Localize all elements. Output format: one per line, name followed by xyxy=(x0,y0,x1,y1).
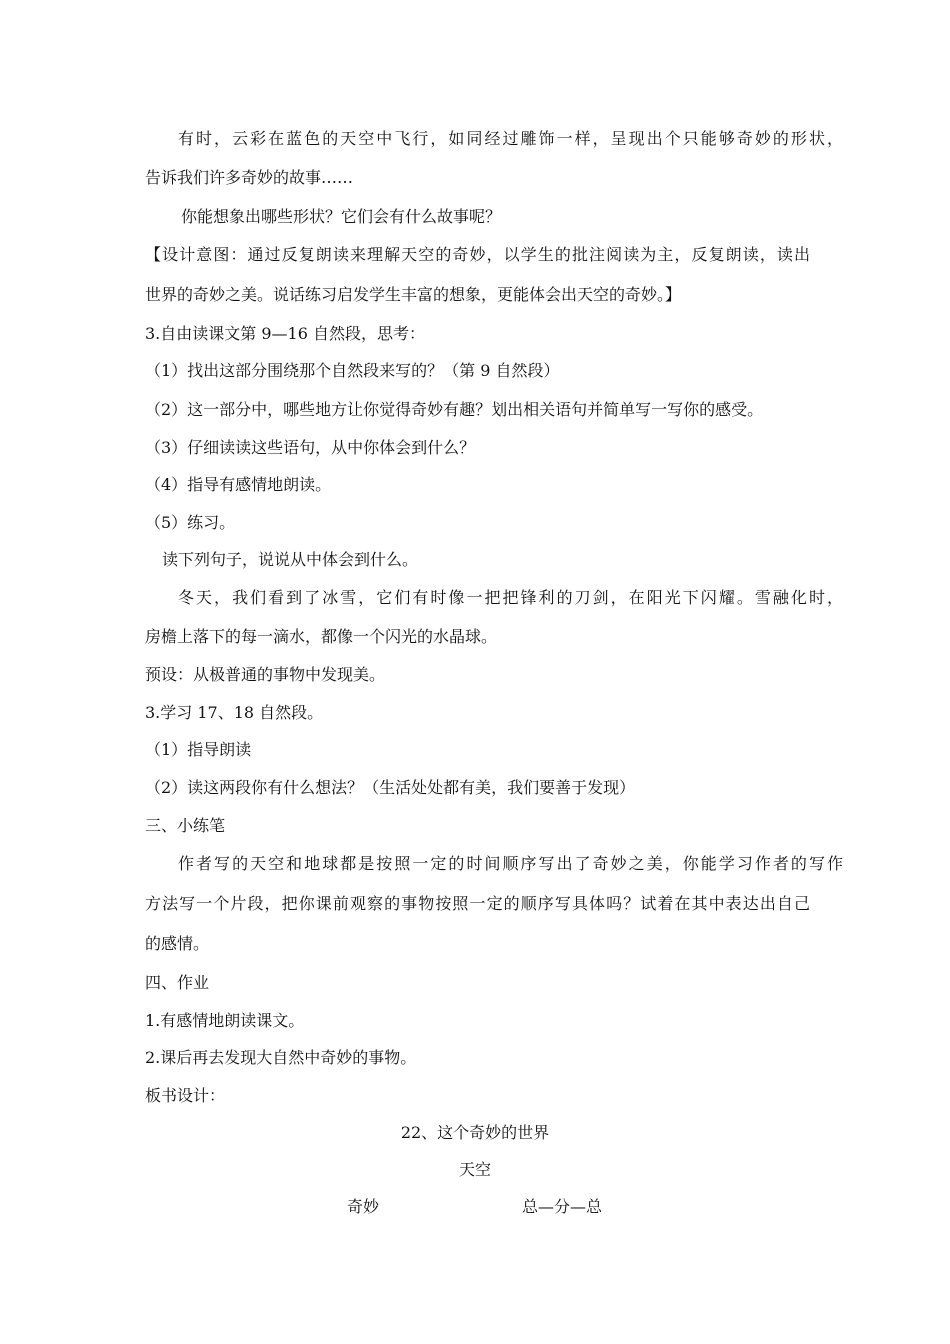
section-4-heading: 四、作业 xyxy=(145,973,210,992)
winter-sentence-line1: 冬天，我们看到了冰雪，它们有时像一把把锋利的刀剑，在阳光下闪耀。雪融化时， xyxy=(178,588,843,607)
winter-sentence-line2: 房檐上落下的每一滴水，都像一个闪光的水晶球。 xyxy=(145,627,498,646)
question-5: （5）练习。 xyxy=(145,513,236,532)
read-instruction: 读下列句子，说说从中体会到什么。 xyxy=(162,550,419,569)
homework-2: 2.课后再去发现大自然中奇妙的事物。 xyxy=(145,1048,417,1067)
preset-answer: 预设：从极普通的事物中发现美。 xyxy=(145,665,386,684)
board-left-label: 奇妙 xyxy=(347,1197,380,1216)
paragraph-clouds-line2: 告诉我们许多奇妙的故事…… xyxy=(145,168,354,187)
board-title: 22、这个奇妙的世界 xyxy=(400,1123,550,1142)
board-structure-label: 总—分—总 xyxy=(522,1197,603,1216)
paragraph-clouds-line1: 有时，云彩在蓝色的天空中飞行，如同经过雕饰一样，呈现出个只能够奇妙的形状， xyxy=(178,129,843,148)
board-design-label: 板书设计： xyxy=(145,1086,226,1105)
section-3-heading: 三、小练笔 xyxy=(145,816,226,835)
design-intent-line1: 【设计意图：通过反复朗读来理解天空的奇妙，以学生的批注阅读为主，反复朗读，读出 xyxy=(145,245,810,264)
design-intent-line2: 世界的奇妙之美。说话练习启发学生丰富的想象，更能体会出天空的奇妙。】 xyxy=(145,285,682,304)
writing-task-line1: 作者写的天空和地球都是按照一定的时间顺序写出了奇妙之美，你能学习作者的写作 xyxy=(178,854,843,873)
question-3: （3）仔细读读这些语句，从中你体会到什么？ xyxy=(145,438,476,457)
board-sky: 天空 xyxy=(458,1160,491,1179)
step-3b-heading: 3.学习 17、18 自然段。 xyxy=(145,703,324,722)
question-imagine: 你能想象出哪些形状？它们会有什么故事呢？ xyxy=(181,207,502,226)
reading-item-1: （1）指导朗读 xyxy=(145,740,252,759)
reading-item-2: （2）读这两段你有什么想法？（生活处处都有美，我们要善于发现） xyxy=(145,778,636,797)
question-2: （2）这一部分中，哪些地方让你觉得奇妙有趣？划出相关语句并简单写一写你的感受。 xyxy=(145,400,764,419)
writing-task-line3: 的感情。 xyxy=(145,934,210,953)
step-3-heading: 3.自由读课文第 9—16 自然段，思考： xyxy=(145,324,425,343)
homework-1: 1.有感情地朗读课文。 xyxy=(145,1011,305,1030)
writing-task-line2: 方法写一个片段，把你课前观察的事物按照一定的顺序写具体吗？试着在其中表达出自己 xyxy=(145,894,810,913)
question-1: （1）找出这部分围绕那个自然段来写的？（第 9 自然段） xyxy=(145,361,560,380)
question-4: （4）指导有感情地朗读。 xyxy=(145,475,332,494)
